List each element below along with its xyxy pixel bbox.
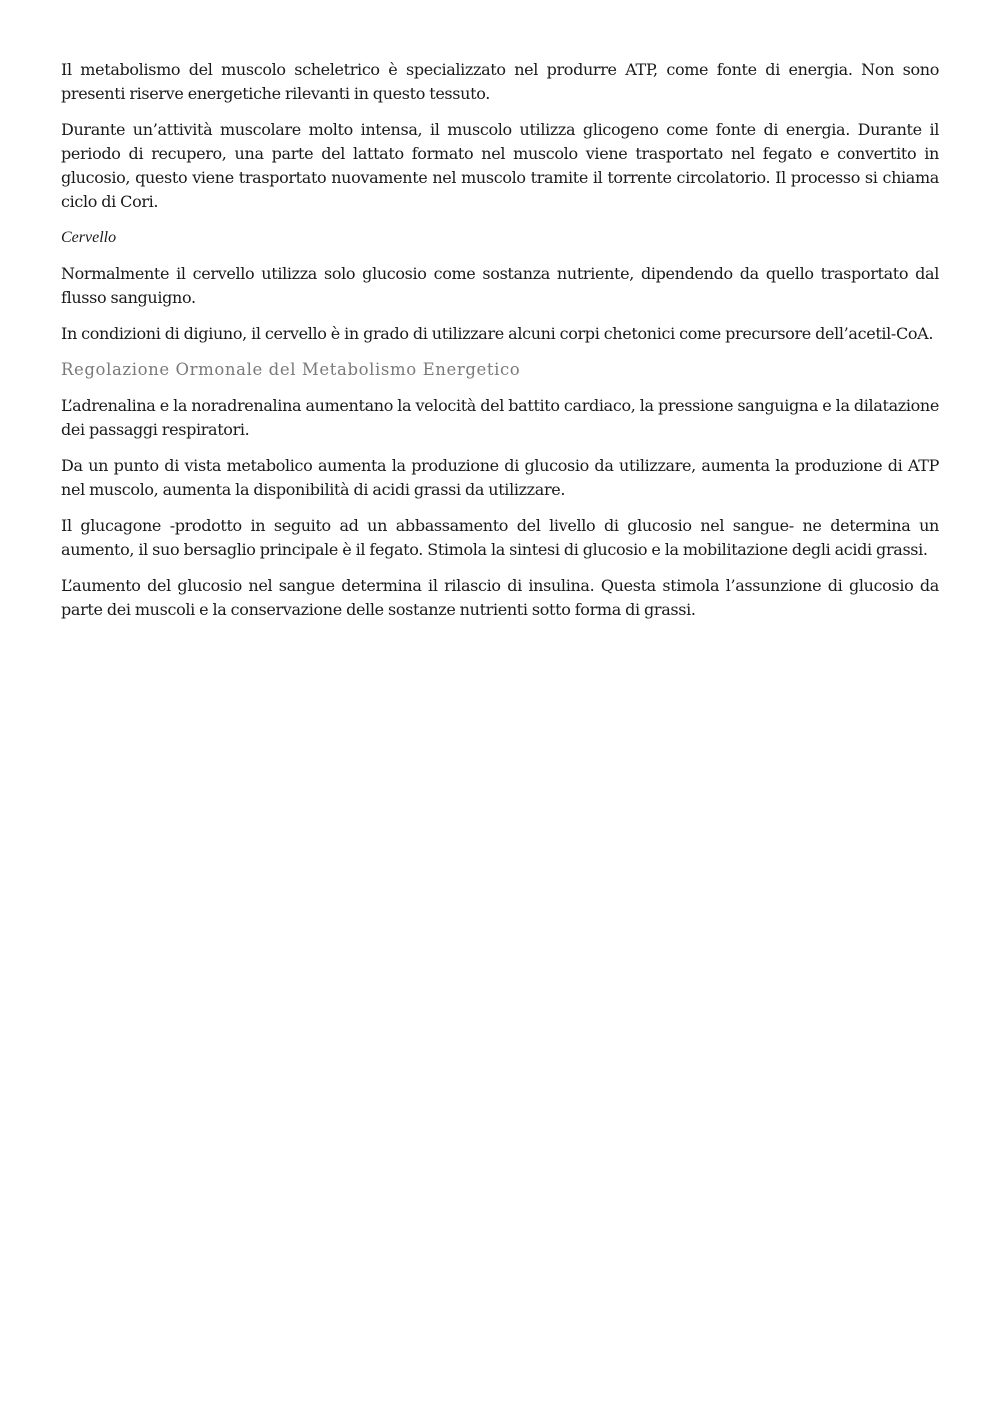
paragraph-skeletal-muscle: Il metabolismo del muscolo scheletrico è specializzato nel produrre ATP, come fonte di energia. Non sono presenti riserve energetiche rilevanti in questo tessuto. bbox=[61, 60, 939, 103]
section-heading-hormonal-regulation: Regolazione Ormonale del Metabolismo Energetico bbox=[61, 360, 521, 379]
paragraph-cori-cycle: Durante un’attività muscolare molto intensa, il muscolo utilizza glicogeno come fonte di energia. Durante il periodo di recupero, una parte del lattato formato nel muscolo viene trasportato nel fegato e convertito in glucosio, questo viene trasportato nuovamente nel muscolo tramite il torrente circolatorio. Il processo si chiama ciclo di Cori. bbox=[61, 120, 939, 211]
document-page bbox=[61, 58, 939, 634]
paragraph-insulin: L’aumento del glucosio nel sangue determina il rilascio di insulina. Questa stimola l’assunzione di glucosio da parte dei muscoli e la conservazione delle sostanze nutrienti sotto forma di grassi. bbox=[61, 576, 939, 619]
paragraph-glucagon: Il glucagone -prodotto in seguito ad un abbassamento del livello di glucosio nel sangue- ne determina un aumento, il suo bersaglio principale è il fegato. Stimola la sintesi di glucosio e la mobilitazione degli acidi grassi. bbox=[61, 516, 939, 559]
paragraph-adrenaline: L’adrenalina e la noradrenalina aumentano la velocità del battito cardiaco, la pressione sanguigna e la dilatazione dei passaggi respiratori. bbox=[61, 396, 939, 439]
paragraph-brain-glucose: Normalmente il cervello utilizza solo glucosio come sostanza nutriente, dipendendo da quello trasportato dal flusso sanguigno. bbox=[61, 264, 939, 307]
paragraph-metabolic-effects: Da un punto di vista metabolico aumenta la produzione di glucosio da utilizzare, aumenta la produzione di ATP nel muscolo, aumenta la disponibilità di acidi grassi da utilizzare. bbox=[61, 456, 939, 499]
paragraph-brain-fasting: In condizioni di digiuno, il cervello è in grado di utilizzare alcuni corpi chetonici come precursore dell’acetil-CoA. bbox=[61, 324, 934, 343]
subheading-brain: Cervello bbox=[61, 229, 117, 246]
